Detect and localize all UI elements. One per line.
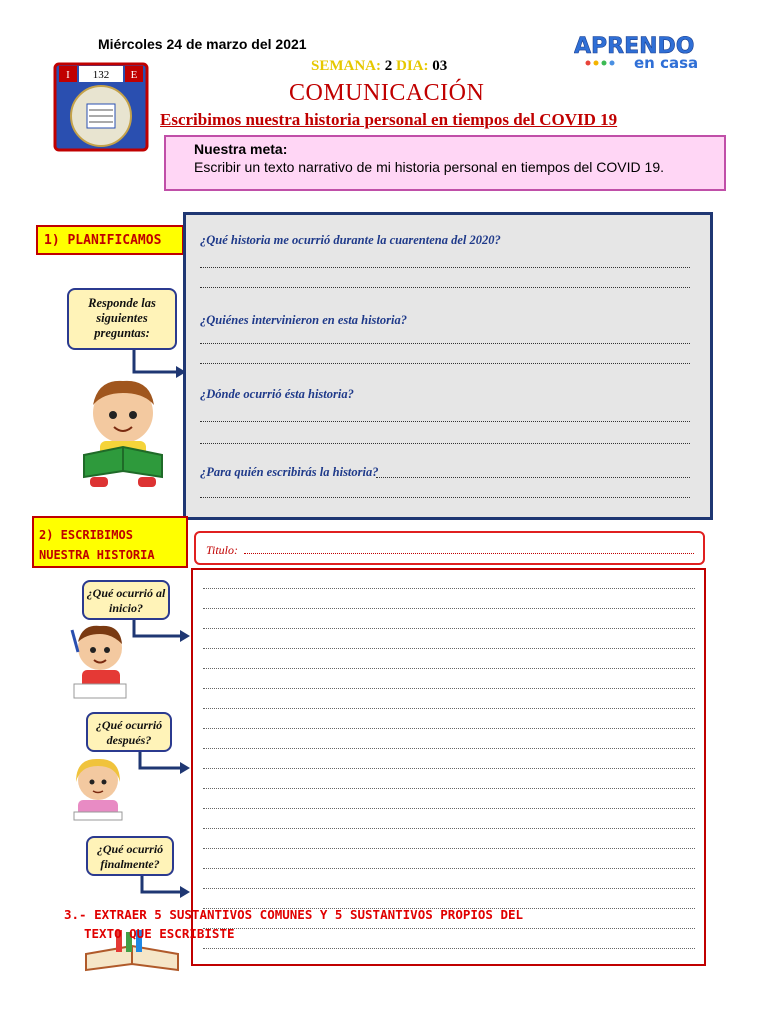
task-3-instructions [64,905,523,943]
writing-line[interactable] [203,708,695,709]
goal-box [164,135,726,191]
answer-line[interactable] [200,421,690,422]
writing-line[interactable] [203,608,695,609]
prompt-beginning: ¿Qué ocurrió al inicio? [82,580,170,620]
arrow-icon [138,876,190,902]
writing-line[interactable] [203,748,695,749]
question-4: ¿Para quién escribirás la historia? [200,465,379,479]
writing-line[interactable] [203,848,695,849]
writing-line[interactable] [203,888,695,889]
answer-line[interactable] [200,497,690,498]
semana-label: SEMANA: [311,58,381,74]
writing-line[interactable] [203,808,695,809]
planificamos-label: 1) PLANIFICAMOS [36,225,184,255]
writing-line[interactable] [203,768,695,769]
escribimos-line1: 2) ESCRIBIMOS [39,528,133,542]
answer-line[interactable] [200,443,690,444]
child-writing-illustration [66,622,132,704]
writing-line[interactable] [203,948,695,949]
date-text: Miércoles 24 de marzo del 2021 [98,36,307,52]
boy-reading-illustration [78,375,168,490]
svg-text:I: I [66,69,70,81]
arrow-icon [130,620,190,646]
writing-line[interactable] [203,828,695,829]
prompt-middle: ¿Qué ocurrió después? [86,712,172,752]
arrow-icon [136,752,190,778]
goal-label: Nuestra meta: [194,141,288,157]
answer-line[interactable] [376,477,690,478]
writing-line[interactable] [203,628,695,629]
task-3-line2: TEXTO QUE ESCRIBISTE [84,926,235,941]
answer-line[interactable] [200,267,690,268]
writing-line[interactable] [203,688,695,689]
escribimos-label [32,516,188,568]
writing-line[interactable] [203,588,695,589]
task-3-line1: 3.- EXTRAER 5 SUSTANTIVOS COMUNES Y 5 SUSTANTIVOS PROPIOS DEL [64,907,524,922]
title-label: Titulo: [206,543,239,557]
question-3: ¿Dónde ocurrió ésta historia? [200,387,354,401]
prompt-end: ¿Qué ocurrió finalmente? [86,836,174,876]
school-logo [53,62,149,152]
page-subtitle: Escribimos nuestra historia personal en tiempos del COVID 19 [160,110,618,129]
svg-text:APRENDO: APRENDO [574,34,695,59]
girl-thinking-illustration [68,756,128,822]
week-day-line [311,58,447,75]
answer-line[interactable] [200,363,690,364]
goal-text: Escribir un texto narrativo de mi historia personal en tiempos del COVID 19. [194,159,664,175]
dia-value: 03 [432,58,448,74]
story-title-box[interactable] [194,531,705,565]
writing-line[interactable] [203,648,695,649]
svg-text:en casa: en casa [634,54,699,72]
area-title: COMUNICACIÓN [289,80,485,106]
answer-line[interactable] [200,343,690,344]
writing-line[interactable] [203,788,695,789]
answer-line[interactable] [200,287,690,288]
title-line[interactable] [244,553,694,554]
question-1: ¿Qué historia me ocurrió durante la cuarentena del 2020? [200,233,501,247]
writing-line[interactable] [203,868,695,869]
semana-value: 2 [384,58,393,74]
planning-panel [183,212,713,520]
writing-line[interactable] [203,668,695,669]
question-2: ¿Quiénes intervinieron en esta historia? [200,313,407,327]
aprendo-en-casa-logo [574,33,724,73]
svg-text:E: E [130,69,138,81]
svg-text:132: 132 [92,69,110,81]
escribimos-line2: NUESTRA HISTORIA [39,548,155,562]
dia-label: DIA: [396,58,429,74]
writing-line[interactable] [203,728,695,729]
respond-questions-box: Responde las siguientes preguntas: [67,288,177,350]
